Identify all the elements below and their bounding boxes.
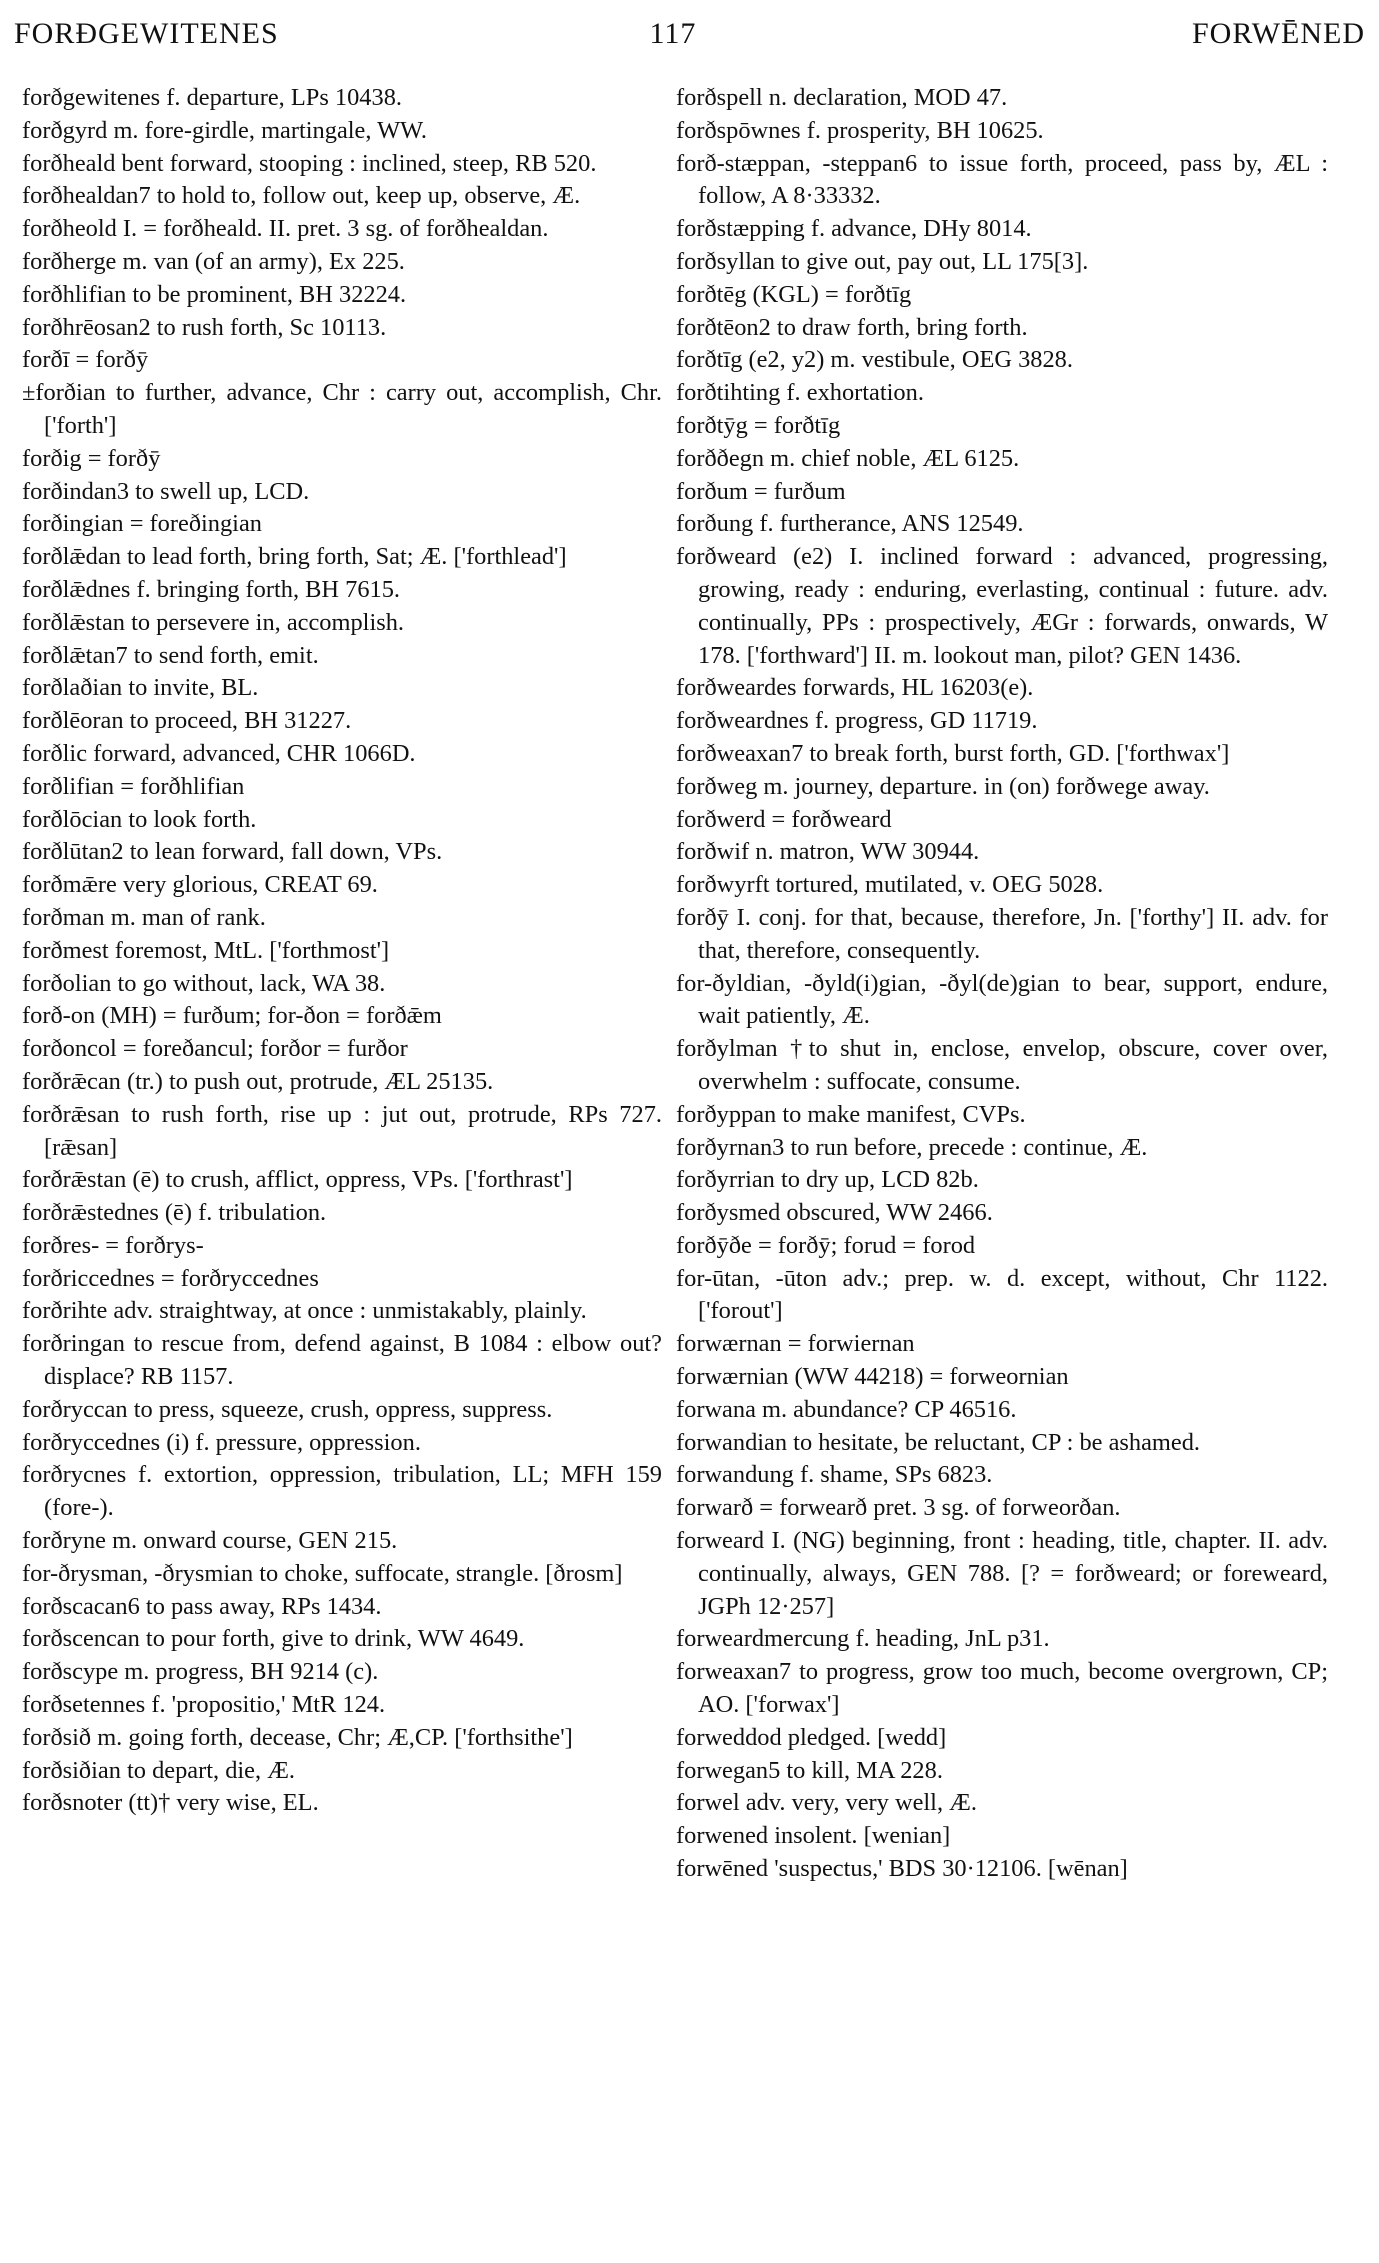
dictionary-entry: forðryccednes (i) f. pressure, oppression. [22, 1428, 421, 1456]
dictionary-entry: forðweardnes f. progress, GD 11719. [676, 707, 1038, 735]
dictionary-entry: forðrǣstednes (ē) f. tribulation. [22, 1199, 327, 1227]
dictionary-entry: forðhrēosan2 to rush forth, Sc 10113. [22, 313, 387, 341]
dictionary-entry: forðung f. furtherance, ANS 12549. [676, 510, 1024, 538]
dictionary-entry: forðyppan to make manifest, CVPs. [676, 1100, 1026, 1128]
dictionary-entry: forðspōwnes f. prosperity, BH 10625. [676, 116, 1044, 144]
dictionary-entry: forðolian to go without, lack, WA 38. [22, 969, 386, 997]
dictionary-entry: forðlēoran to proceed, BH 31227. [22, 707, 352, 735]
dictionary-entry: forðgewitenes f. departure, LPs 10438. [22, 84, 402, 111]
dictionary-entry: forwana m. abundance? CP 46516. [676, 1395, 1017, 1423]
dictionary-entry: forðlǣtan7 to send forth, emit. [22, 641, 319, 669]
dictionary-entry: forð-on (MH) = furðum; for-ðon = forðǣm [22, 1002, 442, 1030]
dictionary-entry: forðtȳg = forðtīg [676, 411, 841, 439]
dictionary-entry: forðstæpping f. advance, DHy 8014. [676, 215, 1032, 243]
dictionary-entry: forðingian = foreðingian [22, 510, 262, 538]
dictionary-entry: forðindan3 to swell up, LCD. [22, 477, 310, 505]
dictionary-entry: forðī = forðȳ [22, 346, 149, 374]
dictionary-entry: forðtēg (KGL) = forðtīg [676, 280, 912, 308]
dictionary-entry: forðoncol = foreðancul; forðor = furðor [22, 1035, 408, 1063]
dictionary-entry: forðryccan to press, squeeze, crush, oppress, suppress. [22, 1395, 553, 1423]
dictionary-entry: forwened insolent. [wenian] [676, 1822, 951, 1850]
dictionary-entry: for-ðyldian, -ðyld(i)gian, -ðyl(de)gian to bear, support, endure, wait patiently, Æ. [676, 969, 1328, 1030]
dictionary-entry: forðweg m. journey, departure. in (on) forðwege away. [676, 772, 1210, 800]
dictionary-entry: forðwif n. matron, WW 30944. [676, 838, 980, 866]
dictionary-entry: forðtēon2 to draw forth, bring forth. [676, 313, 1028, 341]
dictionary-entry: forðspell n. declaration, MOD 47. [676, 84, 1008, 111]
dictionary-entry: forðhlifian to be prominent, BH 32224. [22, 280, 407, 308]
dictionary-entry: forwærnian (WW 44218) = forweornian [676, 1363, 1069, 1391]
dictionary-entry: for-ūtan, -ūton adv.; prep. w. d. except, without, Chr 1122. ['forout'] [676, 1264, 1328, 1325]
dictionary-entry: forwegan5 to kill, MA 228. [676, 1756, 943, 1784]
dictionary-entry: forðscacan6 to pass away, RPs 1434. [22, 1592, 382, 1620]
dictionary-entry: forðheold I. = forðheald. II. pret. 3 sg. of forðhealdan. [22, 215, 549, 243]
dictionary-entry: forðlūtan2 to lean forward, fall down, VPs. [22, 838, 443, 866]
dictionary-entry: forðryne m. onward course, GEN 215. [22, 1527, 398, 1555]
dictionary-entry: forðweaxan7 to break forth, burst forth, GD. ['forthwax'] [676, 739, 1230, 767]
dictionary-entry: forðȳðe = forðȳ; forud = forod [676, 1231, 976, 1259]
dictionary-entry: forððegn m. chief noble, ÆL 6125. [676, 444, 1020, 472]
left-column [22, 82, 662, 1820]
dictionary-entry: forwandian to hesitate, be reluctant, CP : be ashamed. [676, 1428, 1201, 1456]
dictionary-entry: forweddod pledged. [wedd] [676, 1723, 947, 1751]
dictionary-entry: forðwyrft tortured, mutilated, v. OEG 5028. [676, 871, 1104, 899]
right-column [676, 82, 1328, 1886]
dictionary-entry: forwarð = forwearð pret. 3 sg. of forweorðan. [676, 1494, 1121, 1522]
dictionary-entry: forðweardes forwards, HL 16203(e). [676, 674, 1034, 702]
dictionary-entry: forðheald bent forward, stooping : inclined, steep, RB 520. [22, 149, 597, 177]
dictionary-entry: forðrǣcan (tr.) to push out, protrude, ÆL 25135. [22, 1067, 494, 1095]
dictionary-entry: ±forðian to further, advance, Chr : carry out, accomplish, Chr. ['forth'] [22, 379, 662, 439]
dictionary-entry: forðlǣstan to persevere in, accomplish. [22, 608, 405, 636]
dictionary-entry: forðlǣdan to lead forth, bring forth, Sat; Æ. ['forthlead'] [22, 543, 567, 571]
dictionary-entry: forðig = forðȳ [22, 444, 161, 472]
dictionary-entry: forðres- = forðrys- [22, 1231, 204, 1259]
dictionary-entry: forðylman †to shut in, enclose, envelop, obscure, cover over, overwhelm : suffocate, consume. [676, 1035, 1328, 1095]
dictionary-entry: forðsnoter (tt)† very wise, EL. [22, 1789, 319, 1817]
dictionary-entry: forðlaðian to invite, BL. [22, 674, 259, 702]
dictionary-entry: forwærnan = forwiernan [676, 1330, 915, 1358]
dictionary-entry: forwēned 'suspectus,' BDS 30·12106. [wēnan] [676, 1855, 1128, 1883]
page-number: 117 [649, 17, 697, 50]
dictionary-entry: forðȳ I. conj. for that, because, therefore, Jn. ['forthy'] II. adv. for that, therefore, consequently. [676, 903, 1328, 964]
dictionary-entry: forweard I. (NG) beginning, front : heading, title, chapter. II. adv. continually, always, GEN 788. [? = forðweard; or foreweard, JGPh 12·257] [676, 1527, 1328, 1620]
dictionary-entry: forðherge m. van (of an army), Ex 225. [22, 247, 405, 275]
dictionary-entry: forweaxan7 to progress, grow too much, become overgrown, CP; AO. ['forwax'] [676, 1658, 1328, 1719]
dictionary-entry: forðum = furðum [676, 477, 846, 505]
dictionary-entry: forðrycnes f. extortion, oppression, tribulation, LL; MFH 159 (fore-). [22, 1461, 662, 1522]
dictionary-entry: forðwerd = forðweard [676, 805, 892, 833]
dictionary-entry: forðlōcian to look forth. [22, 805, 257, 833]
dictionary-entry: forðrǣsan to rush forth, rise up : jut out, protrude, RPs 727. [rǣsan] [22, 1100, 662, 1161]
dictionary-entry: forwel adv. very, very well, Æ. [676, 1789, 977, 1817]
dictionary-entry: forðringan to rescue from, defend against, B 1084 : elbow out? displace? RB 1157. [22, 1330, 662, 1391]
dictionary-entry: forðyrnan3 to run before, precede : continue, Æ. [676, 1133, 1148, 1161]
dictionary-entry: forðsið m. going forth, decease, Chr; Æ,CP. ['forthsithe'] [22, 1723, 573, 1751]
dictionary-entry: forðrihte adv. straightway, at once : unmistakably, plainly. [22, 1297, 587, 1325]
dictionary-entry: forðman m. man of rank. [22, 903, 266, 931]
dictionary-entry: for-ðrysman, -ðrysmian to choke, suffocate, strangle. [ðrosm] [22, 1559, 623, 1587]
dictionary-entry: forðscype m. progress, BH 9214 (c). [22, 1658, 379, 1686]
dictionary-entry: forðmǣre very glorious, CREAT 69. [22, 871, 378, 899]
dictionary-entry: forðsetennes f. 'propositio,' MtR 124. [22, 1691, 386, 1719]
dictionary-entry: forðtīg (e2, y2) m. vestibule, OEG 3828. [676, 346, 1073, 374]
dictionary-entry: forðweard (e2) I. inclined forward : advanced, progressing, growing, ready : enduring, everlasting, continual : future. adv. continually, PPs : prospectively, ÆGr : forwards, onwards, W 178. ['forthward'] II. m. lookout man, pilot? GEN 1436. [676, 543, 1328, 669]
dictionary-entry: forðriccednes = forðryccednes [22, 1264, 319, 1292]
dictionary-entry: forðlifian = forðhlifian [22, 772, 245, 800]
dictionary-entry: forðlic forward, advanced, CHR 1066D. [22, 739, 416, 767]
dictionary-entry: forðhealdan7 to hold to, follow out, keep up, observe, Æ. [22, 182, 581, 210]
dictionary-entry: forðmest foremost, MtL. ['forthmost'] [22, 936, 390, 964]
dictionary-entry: forweardmercung f. heading, JnL p31. [676, 1625, 1050, 1653]
dictionary-entry: forðscencan to pour forth, give to drink, WW 4649. [22, 1625, 525, 1653]
dictionary-entry: forðrǣstan (ē) to crush, afflict, oppress, VPs. ['forthrast'] [22, 1166, 573, 1194]
dictionary-entry: forðlǣdnes f. bringing forth, BH 7615. [22, 575, 401, 603]
dictionary-entry: forðtihting f. exhortation. [676, 379, 924, 407]
dictionary-entry: forðsiðian to depart, die, Æ. [22, 1756, 295, 1784]
dictionary-entry: forðyrrian to dry up, LCD 82b. [676, 1166, 979, 1194]
dictionary-entry: forwandung f. shame, SPs 6823. [676, 1461, 993, 1489]
dictionary-entry: forðgyrd m. fore-girdle, martingale, WW. [22, 116, 428, 144]
dictionary-entry: forðysmed obscured, WW 2466. [676, 1199, 993, 1227]
running-head-left: FORÐGEWITENES [14, 17, 279, 50]
dictionary-entry: forðsyllan to give out, pay out, LL 175[3]. [676, 247, 1089, 275]
dictionary-entry: forð-stæppan, -steppan6 to issue forth, proceed, pass by, ÆL : follow, A 8·33332. [676, 149, 1328, 210]
running-head-right: FORWĒNED [1192, 17, 1365, 50]
page-header [14, 14, 1365, 54]
